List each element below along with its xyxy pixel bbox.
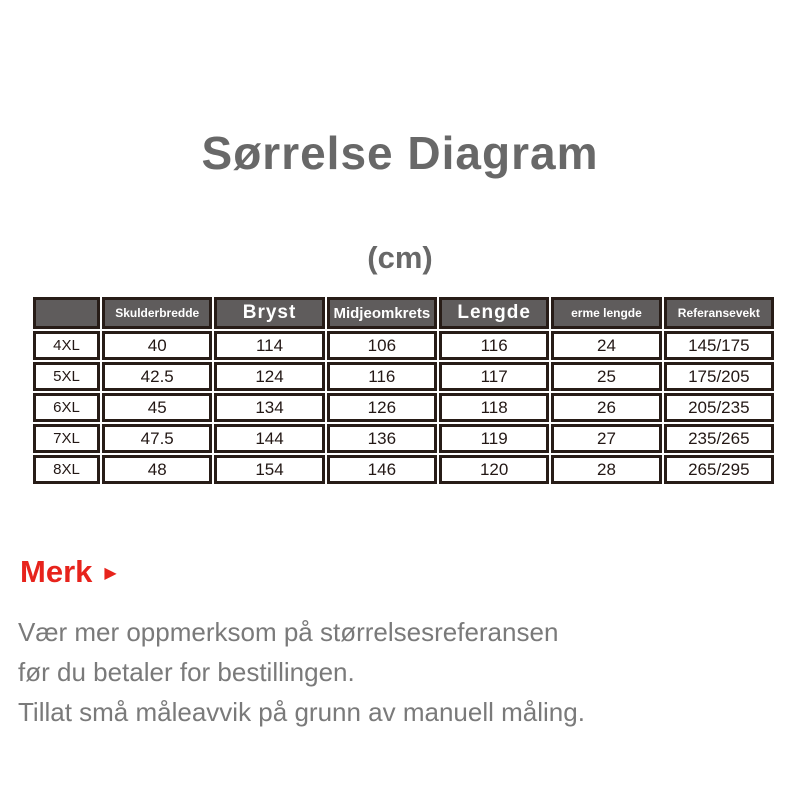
table-cell: 48 bbox=[102, 455, 212, 484]
table-cell: 116 bbox=[439, 331, 549, 360]
table-cell: 154 bbox=[214, 455, 324, 484]
table-cell: 26 bbox=[551, 393, 661, 422]
note-label: Merk bbox=[20, 554, 93, 589]
note-line: før du betaler for bestillingen. bbox=[18, 657, 355, 687]
page-title: Sørrelse Diagram bbox=[201, 127, 599, 179]
unit-label: (cm) bbox=[367, 240, 433, 275]
note-line: Vær mer oppmerksom på størrelsesreferansen bbox=[18, 617, 559, 647]
note-arrow-icon: ▶ bbox=[104, 565, 117, 582]
size-cell: 4XL bbox=[33, 331, 100, 360]
table-cell: 106 bbox=[327, 331, 437, 360]
table-row bbox=[33, 362, 774, 391]
table-cell: 24 bbox=[551, 331, 661, 360]
table-cell: 265/295 bbox=[664, 455, 774, 484]
table-cell: 116 bbox=[327, 362, 437, 391]
table-cell: 118 bbox=[439, 393, 549, 422]
table-cell: 124 bbox=[214, 362, 324, 391]
table-cell: 136 bbox=[327, 424, 437, 453]
table-body bbox=[33, 331, 774, 484]
table-header bbox=[33, 297, 774, 329]
table-cell: 145/175 bbox=[664, 331, 774, 360]
size-cell: 5XL bbox=[33, 362, 100, 391]
table-cell: 27 bbox=[551, 424, 661, 453]
table-cell: 119 bbox=[439, 424, 549, 453]
table-cell: 144 bbox=[214, 424, 324, 453]
table-cell: 120 bbox=[439, 455, 549, 484]
size-cell: 8XL bbox=[33, 455, 100, 484]
column-header-weight: Referansevekt bbox=[664, 297, 774, 329]
table-cell: 134 bbox=[214, 393, 324, 422]
table-cell: 25 bbox=[551, 362, 661, 391]
table-cell: 40 bbox=[102, 331, 212, 360]
table-row bbox=[33, 424, 774, 453]
table-cell: 45 bbox=[102, 393, 212, 422]
size-chart-table bbox=[31, 295, 776, 486]
note-text-block bbox=[18, 612, 758, 732]
table-cell: 114 bbox=[214, 331, 324, 360]
column-header-sleeve: erme lengde bbox=[551, 297, 661, 329]
note-line: Tillat små måleavvik på grunn av manuell måling. bbox=[18, 697, 585, 727]
size-cell: 7XL bbox=[33, 424, 100, 453]
table-cell: 175/205 bbox=[664, 362, 774, 391]
table-row bbox=[33, 393, 774, 422]
table-row bbox=[33, 331, 774, 360]
table-cell: 205/235 bbox=[664, 393, 774, 422]
table-cell: 126 bbox=[327, 393, 437, 422]
header-row bbox=[33, 297, 774, 329]
table-cell: 235/265 bbox=[664, 424, 774, 453]
column-header-length: Lengde bbox=[439, 297, 549, 329]
column-header-chest: Bryst bbox=[214, 297, 324, 329]
table-cell: 146 bbox=[327, 455, 437, 484]
size-cell: 6XL bbox=[33, 393, 100, 422]
column-header-shoulder: Skulderbredde bbox=[102, 297, 212, 329]
column-header-waist: Midjeomkrets bbox=[327, 297, 437, 329]
table-row bbox=[33, 455, 774, 484]
column-header-size bbox=[33, 297, 100, 329]
note-header bbox=[20, 554, 117, 590]
table-cell: 42.5 bbox=[102, 362, 212, 391]
table-cell: 117 bbox=[439, 362, 549, 391]
table-cell: 28 bbox=[551, 455, 661, 484]
table-cell: 47.5 bbox=[102, 424, 212, 453]
